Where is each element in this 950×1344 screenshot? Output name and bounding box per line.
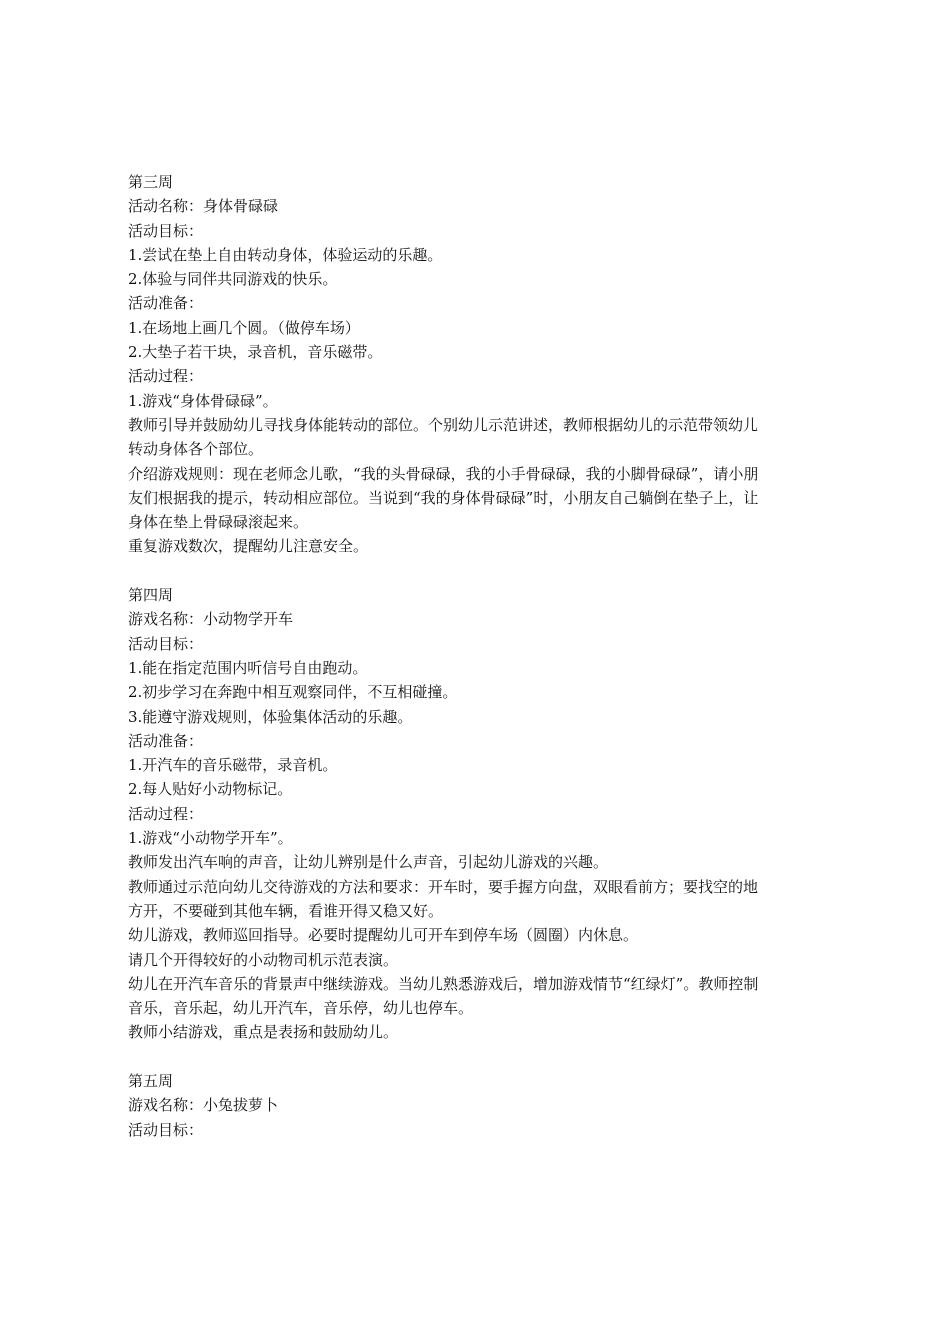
text-line: 活动名称：身体骨碌碌	[128, 197, 279, 216]
text-line: 方开，不要碰到其他车辆，看谁开得又稳又好。	[128, 901, 444, 920]
text-line: 活动准备：	[128, 731, 204, 750]
text-line: 转动身体各个部位。	[128, 440, 264, 459]
week-heading: 第三周	[128, 173, 174, 191]
text-line: 1.在场地上画几个圆。（做停车场）	[128, 318, 360, 337]
text-line: 1.尝试在垫上自由转动身体，体验运动的乐趣。	[128, 245, 443, 264]
week-section	[128, 1069, 838, 1142]
text-line: 介绍游戏规则：现在老师念儿歌，“我的头骨碌碌，我的小手骨碌碌，我的小脚骨碌碌”，请小朋	[128, 464, 759, 483]
text-line: 1.开汽车的音乐磁带，录音机。	[128, 756, 338, 775]
text-line: 教师通过示范向幼儿交待游戏的方法和要求：开车时，要手握方向盘，双眼看前方；要找空的地	[128, 877, 759, 896]
text-line: 2.大垫子若干块，录音机，音乐磁带。	[128, 343, 383, 362]
week-section	[128, 583, 838, 1045]
week-section	[128, 170, 838, 559]
text-line: 活动过程：	[128, 804, 204, 823]
text-line: 3.能遵守游戏规则，体验集体活动的乐趣。	[128, 707, 413, 726]
text-line: 幼儿在开汽车音乐的背景声中继续游戏。当幼儿熟悉游戏后，增加游戏情节“红绿灯”。教师控制	[128, 974, 759, 993]
text-line: 1.游戏“小动物学开车”。	[128, 829, 293, 848]
section-spacer	[128, 1045, 838, 1069]
text-line: 幼儿游戏，教师巡回指导。必要时提醒幼儿可开车到停车场（圆圈）内休息。	[128, 926, 639, 945]
text-line: 教师引导并鼓励幼儿寻找身体能转动的部位。个别幼儿示范讲述，教师根据幼儿的示范带领幼儿	[128, 415, 759, 434]
text-line: 游戏名称：小动物学开车	[128, 610, 294, 629]
section-spacer	[128, 559, 838, 583]
text-line: 音乐，音乐起，幼儿开汽车，音乐停，幼儿也停车。	[128, 999, 474, 1018]
text-line: 活动准备：	[128, 294, 204, 313]
week-heading: 第四周	[128, 586, 174, 605]
document-body	[128, 170, 838, 1142]
text-line: 教师发出汽车响的声音，让幼儿辨别是什么声音，引起幼儿游戏的兴趣。	[128, 853, 609, 872]
text-line: 2.初步学习在奔跑中相互观察同伴，不互相碰撞。	[128, 683, 458, 702]
text-line: 活动目标：	[128, 634, 204, 653]
text-line: 活动目标：	[128, 1120, 204, 1139]
text-line: 1.能在指定范围内听信号自由跑动。	[128, 658, 368, 677]
text-line: 教师小结游戏，重点是表扬和鼓励幼儿。	[128, 1023, 399, 1042]
week-heading: 第五周	[128, 1071, 174, 1090]
text-line: 友们根据我的提示，转动相应部位。当说到“我的身体骨碌碌”时，小朋友自己躺倒在垫子上，让	[128, 488, 759, 507]
text-line: 2.每人贴好小动物标记。	[128, 780, 293, 799]
text-line: 重复游戏数次，提醒幼儿注意安全。	[128, 537, 369, 556]
text-line: 请几个开得较好的小动物司机示范表演。	[128, 950, 399, 969]
text-line: 2.体验与同伴共同游戏的快乐。	[128, 270, 338, 289]
text-line: 游戏名称：小兔拔萝卜	[128, 1096, 279, 1115]
text-line: 1.游戏“身体骨碌碌”。	[128, 391, 278, 410]
text-line: 身体在垫上骨碌碌滚起来。	[128, 513, 309, 532]
text-line: 活动过程：	[128, 367, 204, 386]
text-line: 活动目标：	[128, 221, 204, 240]
